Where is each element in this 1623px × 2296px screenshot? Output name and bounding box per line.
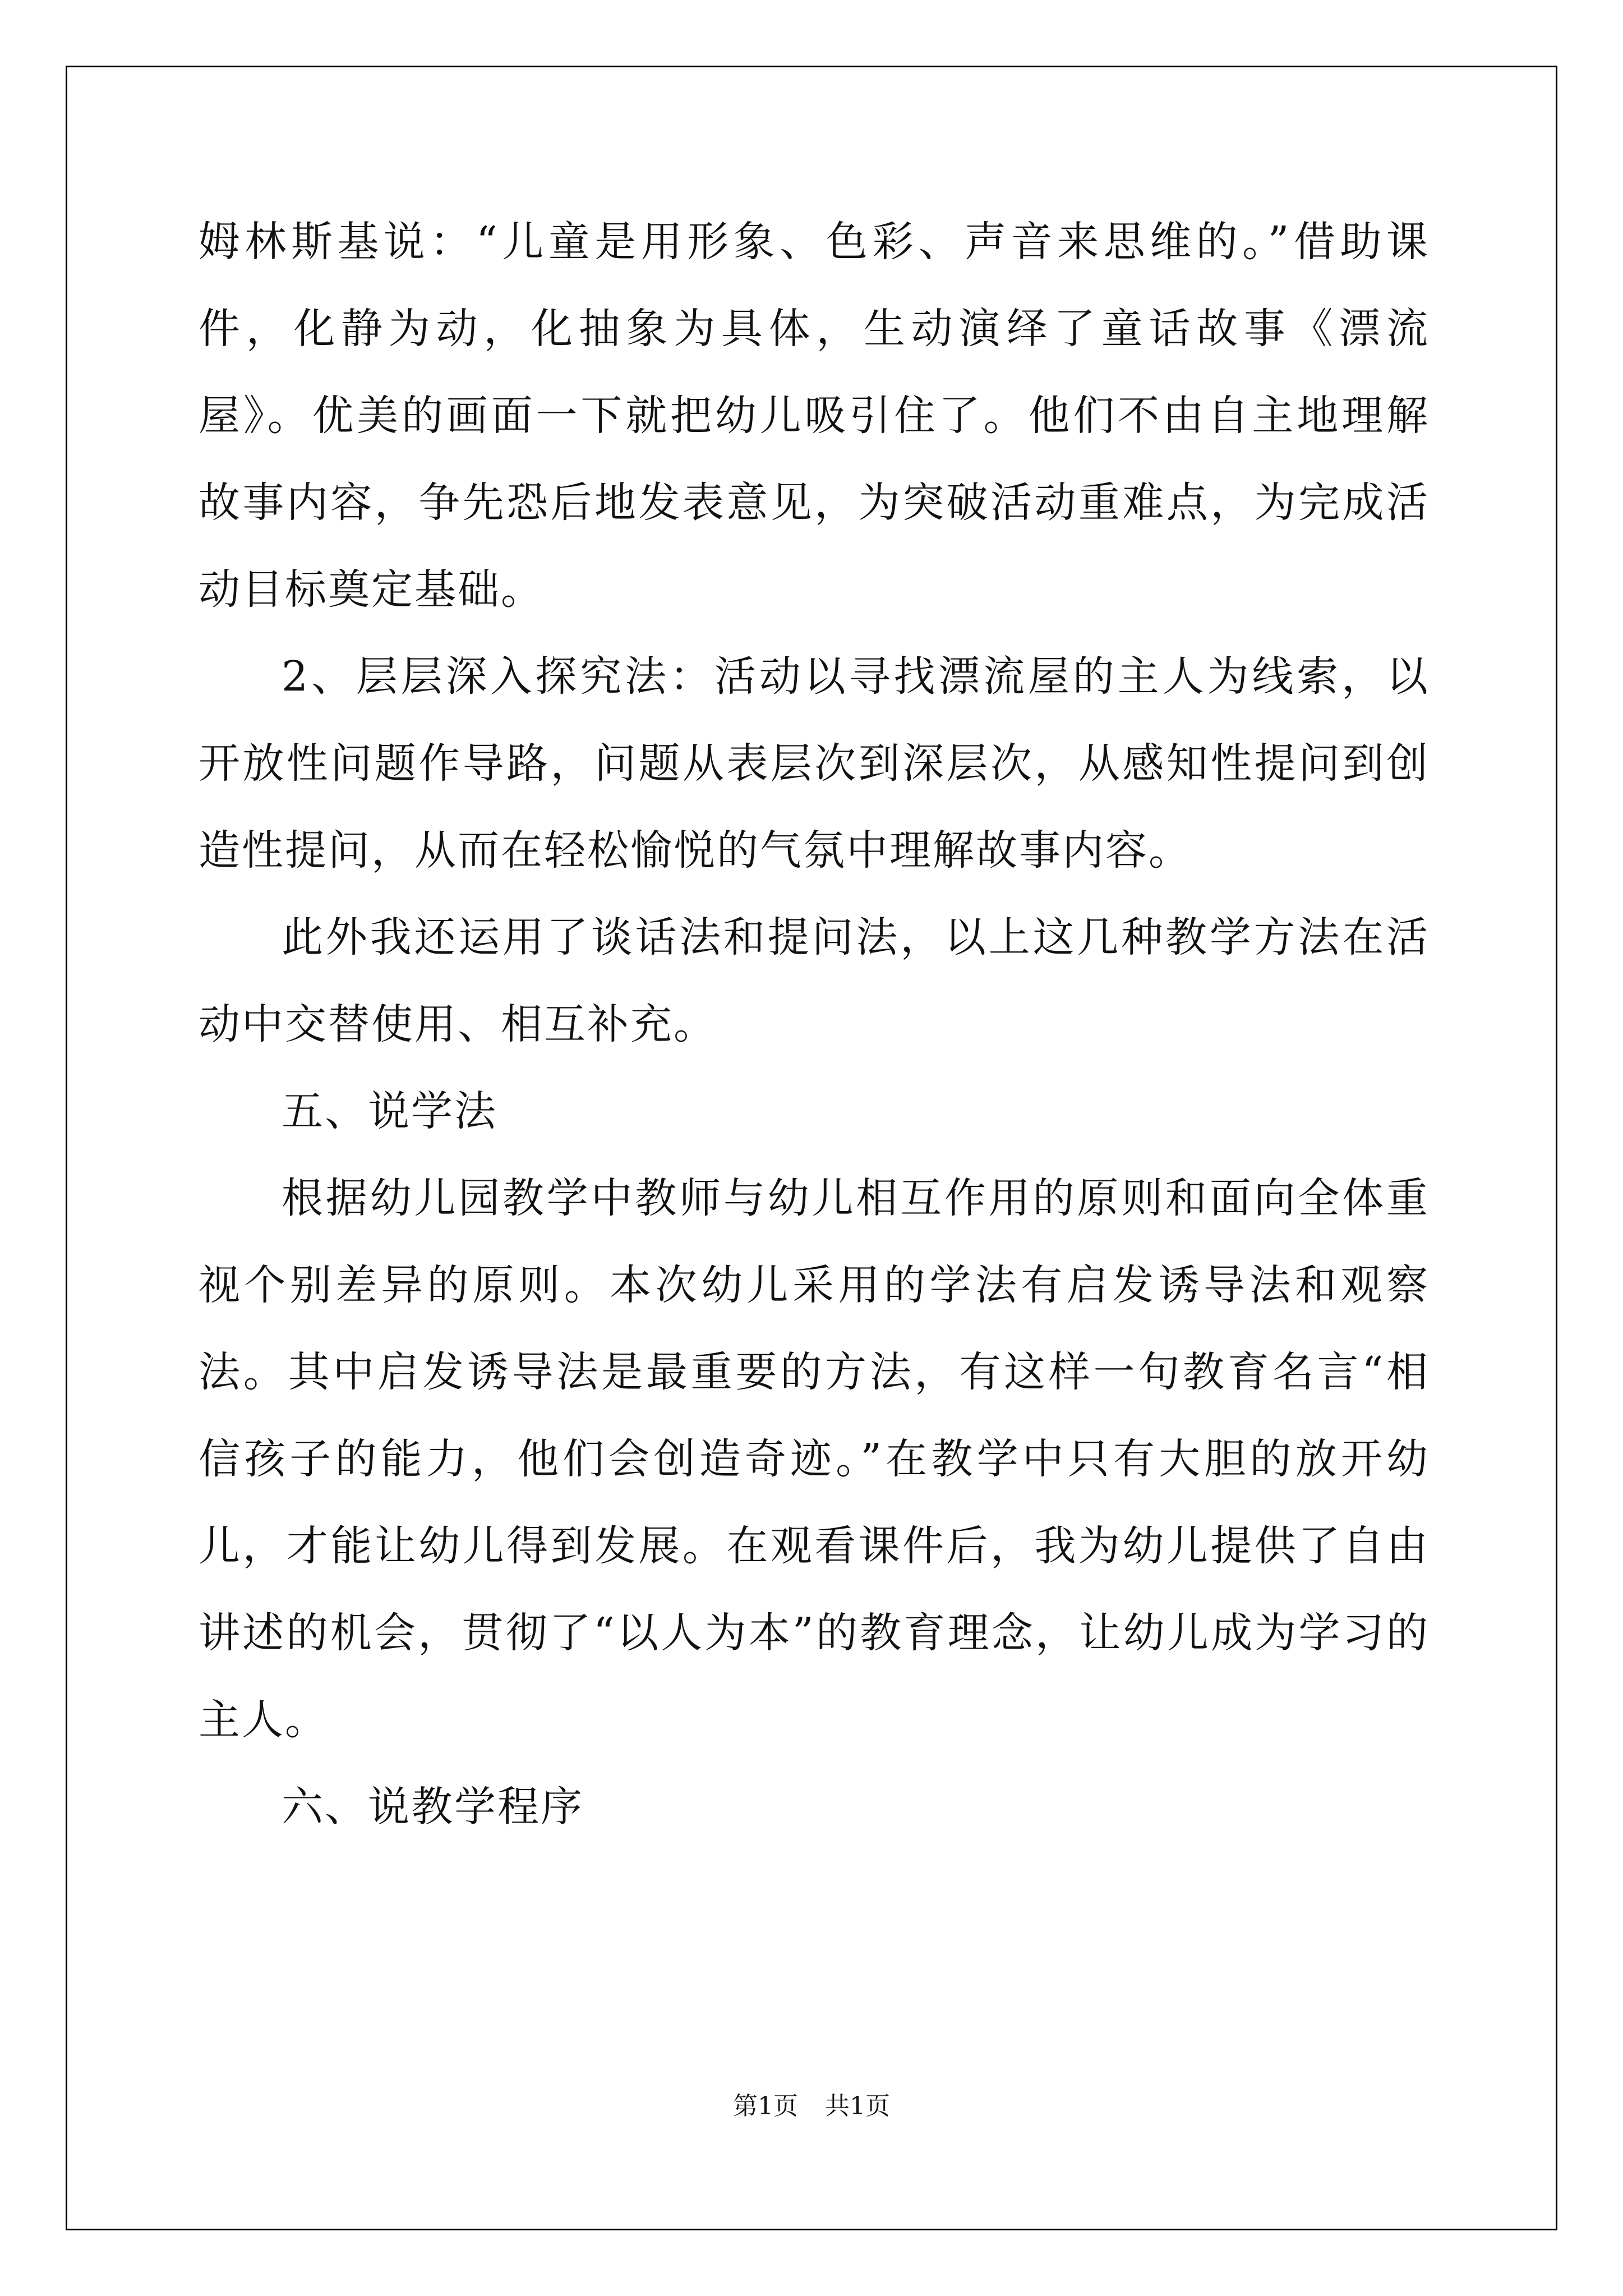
paragraph-4: 根据幼儿园教学中教师与幼儿相互作用的原则和面向全体重视个别差异的原则。本次幼儿采用的学法有启发诱导法和观察法。其中启发诱导法是最重要的方法，有这样一句教育名言“相信孩子的能力，他们会创造奇迹。”在教学中只有大胆的放开幼儿，才能让幼儿得到发展。在观看课件后，我为幼儿提供了自由讲述的机会，贯彻了“以人为本”的教育理念，让幼儿成为学习的主人。 (199, 1174, 1430, 1744)
page-footer (0, 2090, 1623, 2123)
section-heading-study-method: 五、说学法 (282, 1087, 497, 1135)
page-number: 第1页 (733, 2092, 798, 2120)
paragraph-2: 2、层层深入探究法：活动以寻找漂流屋的主人为线索，以开放性问题作导路，问题从表层次到深层次，从感知性提问到创造性提问，从而在轻松愉悦的气氛中理解故事内容。 (199, 652, 1430, 875)
document-body (199, 199, 1430, 1851)
section-heading-teaching-procedure: 六、说教学程序 (282, 1783, 584, 1831)
page-total: 共1页 (825, 2092, 890, 2120)
paragraph-1: 姆林斯基说：“儿童是用形象、色彩、声音来思维的。”借助课件，化静为动，化抽象为具体，生动演绎了童话故事《漂流屋》。优美的画面一下就把幼儿吸引住了。他们不由自主地理解故事内容，争先恐后地发表意见，为突破活动重难点，为完成活动目标奠定基础。 (199, 218, 1430, 614)
paragraph-3: 此外我还运用了谈话法和提问法，以上这几种教学方法在活动中交替使用、相互补充。 (199, 913, 1430, 1048)
